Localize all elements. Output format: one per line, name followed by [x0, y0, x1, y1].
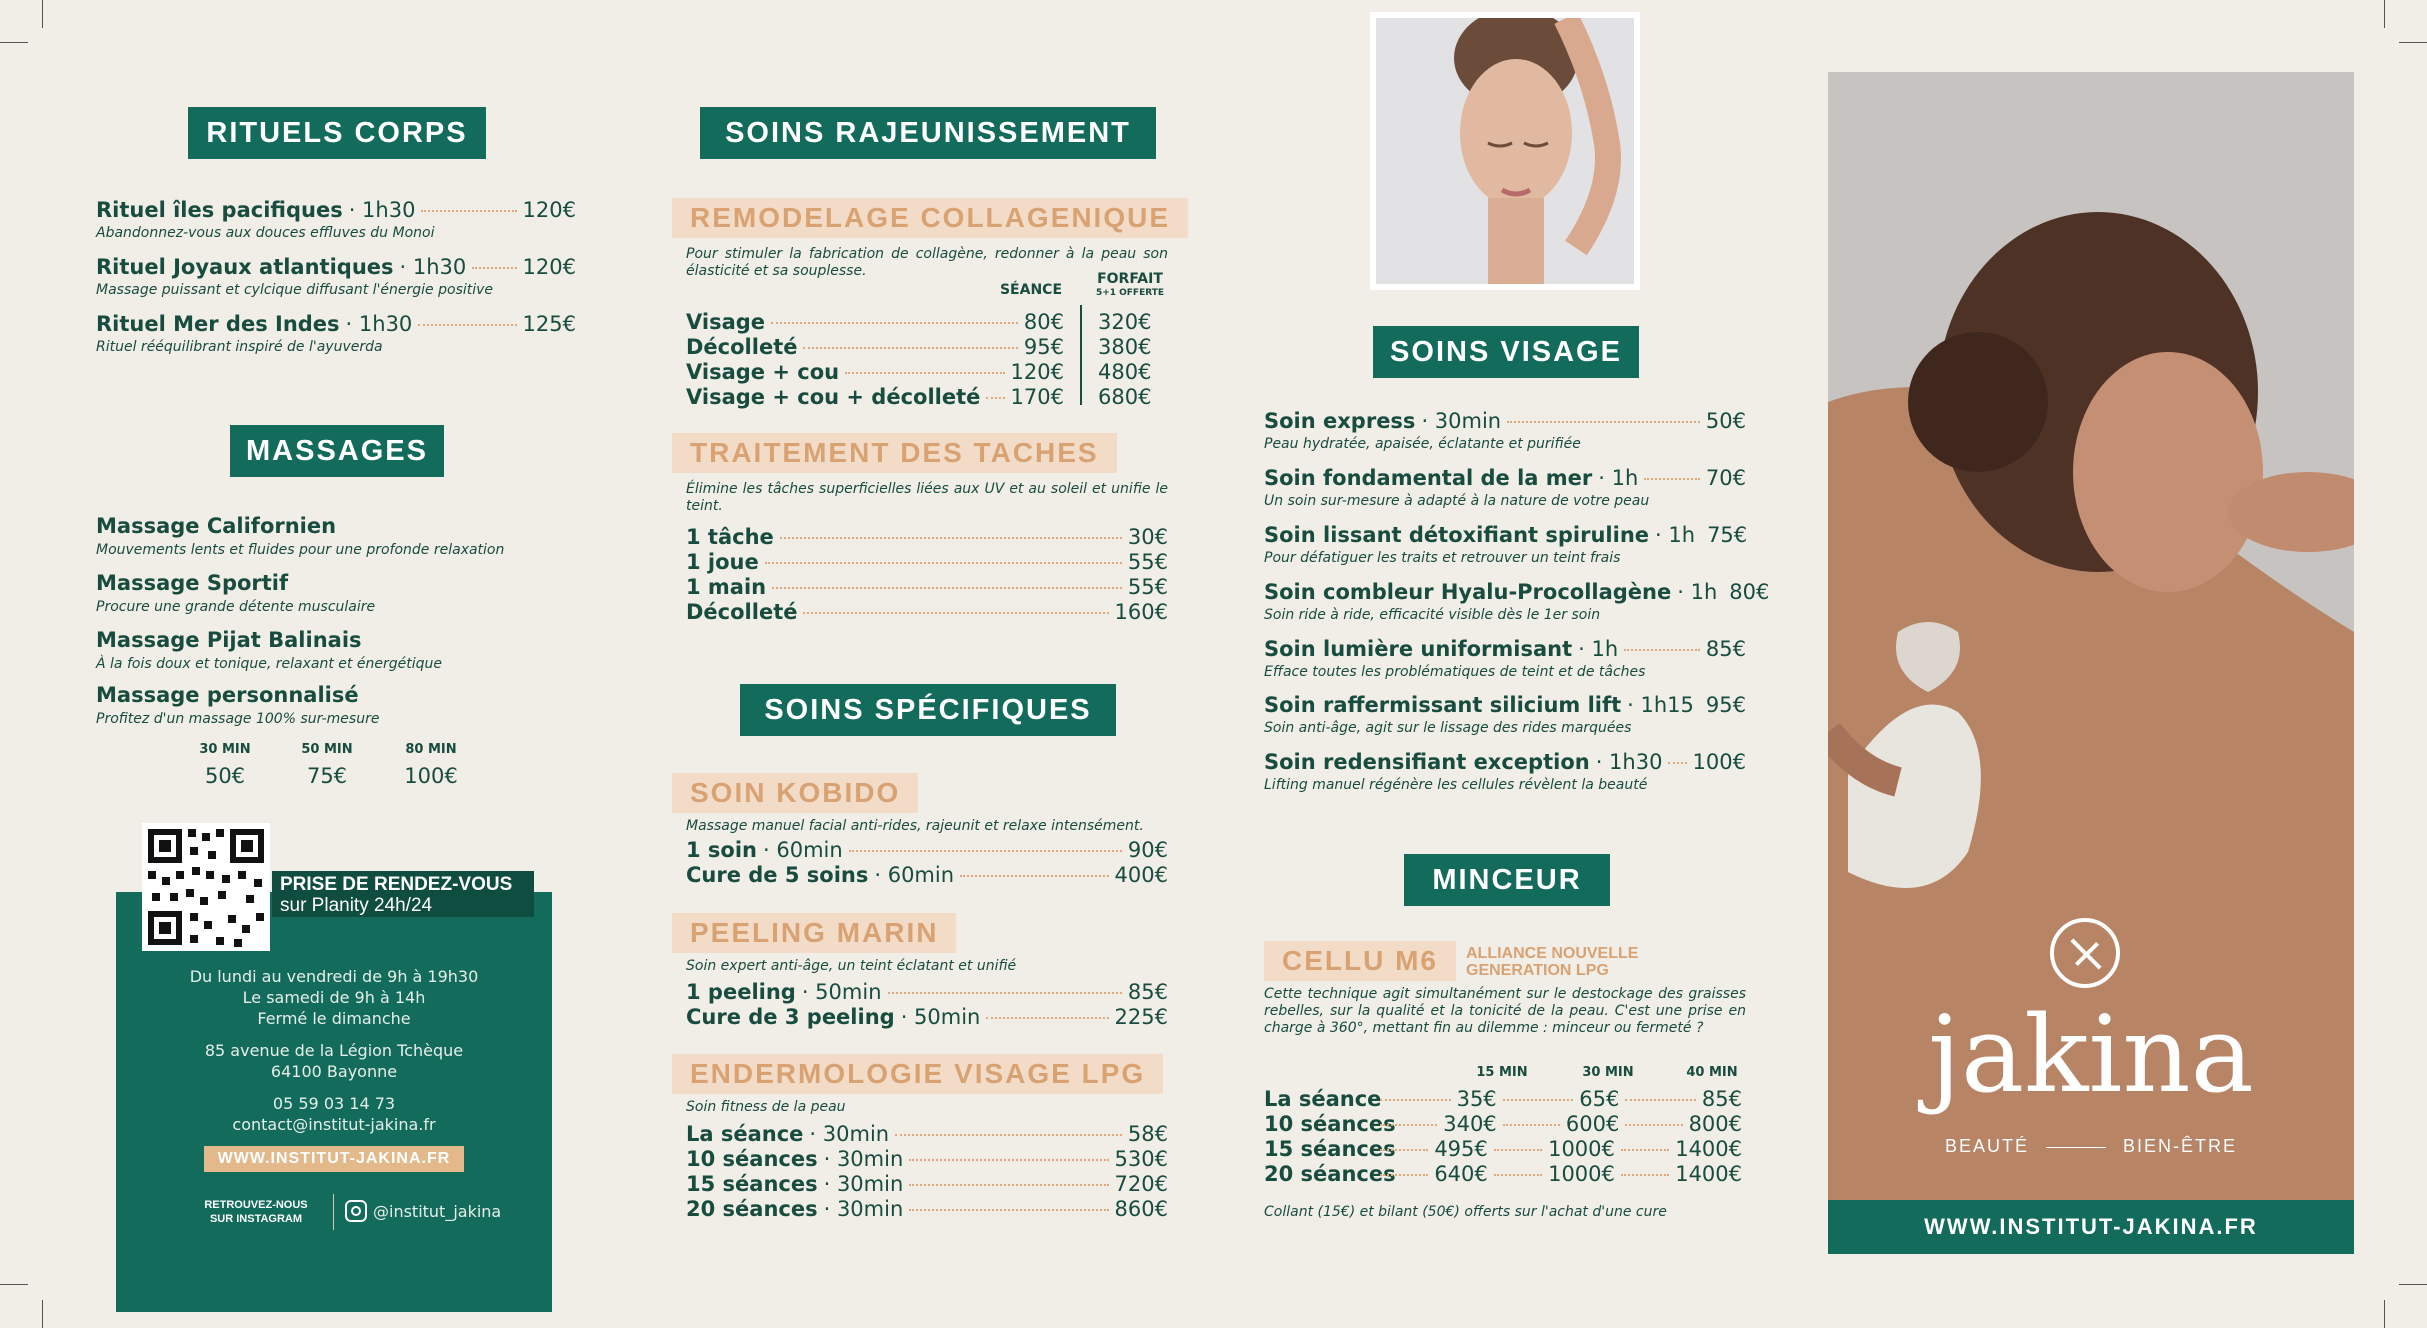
- taches-description: Élimine les tâches superficielles liées aux UV et au soleil et unifie le teint.: [686, 481, 1168, 514]
- item-name: 1 main: [686, 575, 767, 599]
- dot-leader: [1494, 1174, 1542, 1176]
- list-item: [1264, 523, 1746, 547]
- instagram-label: [186, 1198, 326, 1226]
- dot-leader: [888, 992, 1122, 994]
- item-duration: · 30min: [823, 1197, 904, 1221]
- item-name: Massage Californien: [96, 514, 337, 538]
- crop-mark: [2399, 42, 2427, 43]
- dot-leader: [1624, 649, 1700, 651]
- duration-header: 50 MIN: [301, 742, 353, 757]
- kobido-description: Massage manuel facial anti-rides, rajeunit et relaxe intensément.: [686, 818, 1144, 834]
- dot-leader: [960, 875, 1109, 877]
- duration-header: 30 MIN: [199, 742, 251, 757]
- dot-leader: [1380, 1099, 1451, 1101]
- dot-leader: [1494, 1149, 1542, 1151]
- dot-leader: [1380, 1124, 1437, 1126]
- duration-header: 80 MIN: [405, 742, 457, 757]
- hours-line: Du lundi au vendredi de 9h à 19h30: [189, 967, 479, 986]
- item-price: 160€: [1114, 600, 1168, 624]
- opening-hours: [116, 966, 552, 1029]
- col-forfait-header: FORFAIT: [1097, 271, 1163, 287]
- table-row: [1264, 1087, 1742, 1111]
- cell: 340€: [1443, 1112, 1497, 1136]
- item-duration: · 50min: [801, 980, 882, 1004]
- cellu-subtitle-line: ALLIANCE NOUVELLE: [1466, 945, 1639, 962]
- cellu-col-header: 40 MIN: [1686, 1065, 1738, 1080]
- list-item: [1264, 580, 1770, 604]
- cell: 35€: [1456, 1087, 1497, 1111]
- item-duration: · 1h: [1578, 637, 1619, 661]
- dot-leader: [1668, 762, 1686, 764]
- table-row: [1264, 1162, 1742, 1186]
- instagram-label-line: SUR INSTAGRAM: [209, 1213, 303, 1225]
- cellu-col-header: 30 MIN: [1582, 1065, 1634, 1080]
- item-duration: · 50min: [900, 1005, 981, 1029]
- list-item: [686, 360, 1064, 384]
- list-item: [96, 514, 336, 538]
- dot-leader: [1503, 1124, 1560, 1126]
- hours-line: Fermé le dimanche: [257, 1009, 411, 1028]
- cellu-title: CELLU M6: [1264, 941, 1456, 981]
- item-name: Massage Sportif: [96, 571, 289, 595]
- duration-price: 100€: [404, 764, 458, 788]
- massages-title: MASSAGES: [230, 425, 444, 477]
- item-price: 95€: [1023, 335, 1064, 359]
- item-name: Cure de 3 peeling: [686, 1005, 895, 1029]
- dot-leader: [895, 1134, 1122, 1136]
- item-name: Soin lumière uniformisant: [1264, 637, 1573, 661]
- item-price: 125€: [522, 312, 576, 336]
- item-description: Peau hydratée, apaisée, éclatante et purifiée: [1264, 436, 1581, 452]
- list-item: [1264, 466, 1746, 490]
- cell: 640€: [1434, 1162, 1488, 1186]
- dot-leader: [1507, 421, 1700, 423]
- item-price: 85€: [1127, 980, 1168, 1004]
- forfait-price: 680€: [1098, 385, 1152, 409]
- cell: 600€: [1565, 1112, 1620, 1136]
- dot-leader: [1380, 1174, 1428, 1176]
- cell: 495€: [1434, 1137, 1488, 1161]
- item-name: La séance: [686, 1122, 804, 1146]
- item-description: À la fois doux et tonique, relaxant et énergétique: [96, 656, 442, 672]
- instagram-icon[interactable]: [345, 1200, 367, 1222]
- item-price: 170€: [1010, 385, 1064, 409]
- item-description: Mouvements lents et fluides pour une profonde relaxation: [96, 542, 505, 558]
- website-link[interactable]: WWW.INSTITUT-JAKINA.FR: [204, 1146, 464, 1172]
- item-name: Rituel îles pacifiques: [96, 198, 343, 222]
- item-duration: · 30min: [823, 1147, 904, 1171]
- item-duration: · 30min: [809, 1122, 890, 1146]
- item-description: Pour défatiguer les traits et retrouver un teint frais: [1264, 550, 1621, 566]
- face-photo: [1370, 12, 1640, 290]
- address: [116, 1040, 552, 1082]
- dot-leader: [1503, 1099, 1574, 1101]
- item-duration: · 30min: [1421, 409, 1502, 433]
- cell: 1400€: [1675, 1162, 1743, 1186]
- item-duration: · 1h: [1655, 523, 1696, 547]
- item-name: 15 séances: [686, 1172, 818, 1196]
- dot-leader: [1625, 1124, 1682, 1126]
- crop-mark: [2384, 0, 2385, 28]
- table-row: [1264, 1137, 1742, 1161]
- remodelage-description: Pour stimuler la fabrication de collagène, redonner à la peau son élasticité et sa souplesse.: [686, 246, 1168, 279]
- list-item: [686, 575, 1168, 599]
- hours-line: Le samedi de 9h à 14h: [242, 988, 426, 1007]
- item-description: Procure une grande détente musculaire: [96, 599, 376, 615]
- dot-leader: [421, 210, 516, 212]
- item-price: 400€: [1114, 863, 1168, 887]
- cell: 85€: [1701, 1087, 1743, 1111]
- column-divider: [1080, 305, 1082, 405]
- dot-leader: [803, 347, 1017, 349]
- item-name: Décolleté: [686, 335, 798, 359]
- dot-leader: [780, 537, 1122, 539]
- item-price: 100€: [1692, 750, 1746, 774]
- list-item: [686, 1197, 1168, 1221]
- item-price: 860€: [1114, 1197, 1168, 1221]
- list-item: [686, 838, 1168, 862]
- list-item: [686, 1147, 1168, 1171]
- address-line: 85 avenue de la Légion Tchèque: [204, 1041, 464, 1060]
- remodelage-title: REMODELAGE COLLAGENIQUE: [672, 198, 1188, 238]
- list-item: [686, 863, 1168, 887]
- item-name: Visage + cou + décolleté: [686, 385, 981, 409]
- item-price: 55€: [1127, 550, 1168, 574]
- forfait-price: 380€: [1098, 335, 1152, 359]
- row-label: 15 séances: [1264, 1137, 1396, 1161]
- logo-mark-icon: [2050, 918, 2120, 988]
- item-name: Soin raffermissant silicium lift: [1264, 693, 1622, 717]
- list-item: [686, 335, 1064, 359]
- item-description: Soin ride à ride, efficacité visible dès le 1er soin: [1264, 607, 1601, 623]
- dot-leader: [472, 267, 516, 269]
- item-name: Visage + cou: [686, 360, 840, 384]
- item-name: Rituel Joyaux atlantiques: [96, 255, 394, 279]
- specifiques-title: SOINS SPÉCIFIQUES: [740, 684, 1116, 736]
- list-item: [686, 1005, 1168, 1029]
- item-name: Décolleté: [686, 600, 798, 624]
- phone-link[interactable]: 05 59 03 14 73: [272, 1094, 396, 1113]
- item-price: 58€: [1127, 1122, 1168, 1146]
- row-label: 10 séances: [1264, 1112, 1396, 1136]
- item-price: 225€: [1114, 1005, 1168, 1029]
- lpg-title: ENDERMOLOGIE VISAGE LPG: [672, 1054, 1163, 1094]
- dot-leader: [1625, 1099, 1696, 1101]
- item-price: 80€: [1729, 580, 1770, 604]
- item-name: Massage personnalisé: [96, 683, 359, 707]
- list-item: [686, 550, 1168, 574]
- peeling-description: Soin expert anti-âge, un teint éclatant et unifié: [686, 958, 1017, 974]
- forfait-price: 320€: [1098, 310, 1152, 334]
- item-duration: · 60min: [874, 863, 955, 887]
- list-item: [96, 198, 576, 222]
- dot-leader: [765, 562, 1122, 564]
- minceur-footnote: Collant (15€) et bilant (50€) offerts sur l'achat d'une cure: [1264, 1204, 1667, 1220]
- booking-title-line2: sur Planity 24h/24: [280, 895, 433, 916]
- list-item: [1264, 637, 1746, 661]
- col-seance-header: SÉANCE: [999, 282, 1063, 298]
- item-name: Soin express: [1264, 409, 1416, 433]
- contact: [116, 1093, 552, 1135]
- list-item: [1264, 693, 1746, 717]
- divider: [333, 1194, 334, 1230]
- item-price: 95€: [1705, 693, 1746, 717]
- item-description: Soin anti-âge, agit sur le lissage des rides marquées: [1264, 720, 1632, 736]
- dot-leader: [1644, 478, 1700, 480]
- dot-leader: [771, 322, 1018, 324]
- list-item: [96, 255, 576, 279]
- item-price: 530€: [1114, 1147, 1168, 1171]
- brand-photo: [1828, 72, 2354, 1200]
- duration-price: 50€: [204, 764, 246, 788]
- item-name: 1 peeling: [686, 980, 796, 1004]
- item-price: 90€: [1127, 838, 1168, 862]
- col-forfait-subheader: 5+1 OFFERTE: [1095, 288, 1165, 298]
- minceur-title: MINCEUR: [1404, 854, 1610, 906]
- list-item: [96, 571, 288, 595]
- taches-title: TRAITEMENT DES TACHES: [672, 433, 1117, 473]
- item-price: 120€: [1010, 360, 1064, 384]
- item-name: Soin lissant détoxifiant spiruline: [1264, 523, 1650, 547]
- item-name: Massage Pijat Balinais: [96, 628, 362, 652]
- dot-leader: [772, 587, 1122, 589]
- minceur-description: Cette technique agit simultanément sur le destockage des graisses rebelles, sur la qualité et la tonicité de la peau. C'est une prise en charge à 360°, mettant fin au dilemme : minceur ou fermeté ?: [1264, 986, 1746, 1036]
- brand-logo-text: jakina: [1928, 993, 2254, 1116]
- item-duration: · 1h: [1677, 580, 1718, 604]
- item-description: Rituel rééquilibrant inspiré de l'ayuverda: [96, 339, 383, 355]
- list-item: [686, 600, 1168, 624]
- cellu-col-header: 15 MIN: [1476, 1065, 1528, 1080]
- cell: 1400€: [1675, 1137, 1743, 1161]
- duration-price: 75€: [306, 764, 348, 788]
- table-row: [1264, 1112, 1742, 1136]
- rajeunissement-title: SOINS RAJEUNISSEMENT: [700, 107, 1156, 159]
- item-duration: · 1h30: [345, 312, 413, 336]
- list-item: [96, 312, 576, 336]
- tagline-left: BEAUTÉ: [1944, 1136, 2029, 1156]
- item-price: 80€: [1023, 310, 1064, 334]
- item-duration: · 1h30: [1595, 750, 1663, 774]
- tagline-right: BIEN-ÊTRE: [2123, 1136, 2238, 1156]
- brand-tagline: [1828, 1136, 2354, 1157]
- dot-leader: [909, 1184, 1108, 1186]
- dot-leader: [986, 1017, 1108, 1019]
- lpg-description: Soin fitness de la peau: [686, 1099, 846, 1115]
- row-label: La séance: [1264, 1087, 1382, 1111]
- item-price: 120€: [522, 198, 576, 222]
- dot-leader: [803, 612, 1108, 614]
- item-price: 55€: [1127, 575, 1168, 599]
- item-name: Soin fondamental de la mer: [1264, 466, 1593, 490]
- cell: 800€: [1688, 1112, 1743, 1136]
- list-item: [1264, 409, 1746, 433]
- list-item: [96, 628, 362, 652]
- item-duration: · 1h30: [348, 198, 416, 222]
- list-item: [686, 525, 1168, 549]
- item-duration: · 1h: [1598, 466, 1639, 490]
- item-name: Rituel Mer des Indes: [96, 312, 340, 336]
- cellu-subtitle: [1466, 945, 1638, 979]
- visage-title: SOINS VISAGE: [1373, 326, 1639, 378]
- kobido-title: SOIN KOBIDO: [672, 773, 918, 813]
- dot-leader: [909, 1209, 1108, 1211]
- item-name: 1 tâche: [686, 525, 774, 549]
- item-description: Massage puissant et cylcique diffusant l'énergie positive: [96, 282, 494, 298]
- item-description: Un soin sur-mesure à adapté à la nature de votre peau: [1264, 493, 1650, 509]
- item-price: 70€: [1705, 466, 1746, 490]
- item-duration: · 1h15: [1627, 693, 1694, 717]
- cell: 65€: [1579, 1087, 1620, 1111]
- item-name: 20 séances: [686, 1197, 818, 1221]
- row-label: 20 séances: [1264, 1162, 1396, 1186]
- dot-leader: [986, 397, 1004, 399]
- crop-mark: [0, 1284, 28, 1285]
- dot-leader: [418, 324, 516, 326]
- dot-leader: [849, 850, 1122, 852]
- cellu-subtitle-line: GENERATION LPG: [1466, 962, 1609, 979]
- dot-leader: [1621, 1174, 1669, 1176]
- dot-leader: [1380, 1149, 1428, 1151]
- item-description: Efface toutes les problématiques de teint et de tâches: [1264, 664, 1646, 680]
- item-name: Soin redensifiant exception: [1264, 750, 1590, 774]
- item-name: Soin combleur Hyalu-Procollagène: [1264, 580, 1672, 604]
- list-item: [686, 310, 1064, 334]
- item-price: 30€: [1127, 525, 1168, 549]
- brand-website-link[interactable]: WWW.INSTITUT-JAKINA.FR: [1828, 1200, 2354, 1254]
- dot-leader: [909, 1159, 1108, 1161]
- crop-mark: [42, 1300, 43, 1328]
- item-name: 10 séances: [686, 1147, 818, 1171]
- peeling-title: PEELING MARIN: [672, 913, 956, 953]
- list-item: [686, 1172, 1168, 1196]
- item-name: 1 soin: [686, 838, 757, 862]
- booking-title: [272, 871, 534, 917]
- item-description: Lifting manuel régénère les cellules révèlent la beauté: [1264, 777, 1648, 793]
- item-duration: · 1h30: [399, 255, 467, 279]
- qr-code[interactable]: [142, 823, 270, 951]
- item-duration: · 30min: [823, 1172, 904, 1196]
- crop-mark: [0, 42, 28, 43]
- tagline-divider: [2046, 1147, 2106, 1148]
- crop-mark: [42, 0, 43, 28]
- cell: 1000€: [1548, 1137, 1615, 1161]
- item-price: 85€: [1705, 637, 1746, 661]
- cell: 1000€: [1548, 1162, 1615, 1186]
- instagram-handle[interactable]: @institut_jakina: [373, 1202, 502, 1221]
- address-line: 64100 Bayonne: [270, 1062, 398, 1081]
- forfait-price: 480€: [1098, 360, 1152, 384]
- booking-title-line1: PRISE DE RENDEZ-VOUS: [280, 874, 513, 895]
- dot-leader: [1621, 1149, 1669, 1151]
- list-item: [96, 683, 359, 707]
- rituels-title: RITUELS CORPS: [188, 107, 486, 159]
- item-description: Abandonnez-vous aux douces effluves du Monoi: [96, 225, 435, 241]
- item-price: 720€: [1114, 1172, 1168, 1196]
- list-item: [686, 980, 1168, 1004]
- item-price: 50€: [1705, 409, 1746, 433]
- list-item: [686, 385, 1064, 409]
- item-description: Profitez d'un massage 100% sur-mesure: [96, 711, 380, 727]
- list-item: [686, 1122, 1168, 1146]
- email-link[interactable]: contact@institut-jakina.fr: [232, 1115, 436, 1134]
- instagram-label-line: RETROUVEZ-NOUS: [204, 1199, 308, 1211]
- dot-leader: [845, 372, 1004, 374]
- item-name: Visage: [686, 310, 766, 334]
- item-price: 120€: [522, 255, 576, 279]
- crop-mark: [2384, 1300, 2385, 1328]
- item-name: 1 joue: [686, 550, 759, 574]
- item-duration: · 60min: [763, 838, 843, 862]
- item-name: Cure de 5 soins: [686, 863, 869, 887]
- item-price: 75€: [1707, 523, 1748, 547]
- crop-mark: [2399, 1284, 2427, 1285]
- list-item: [1264, 750, 1746, 774]
